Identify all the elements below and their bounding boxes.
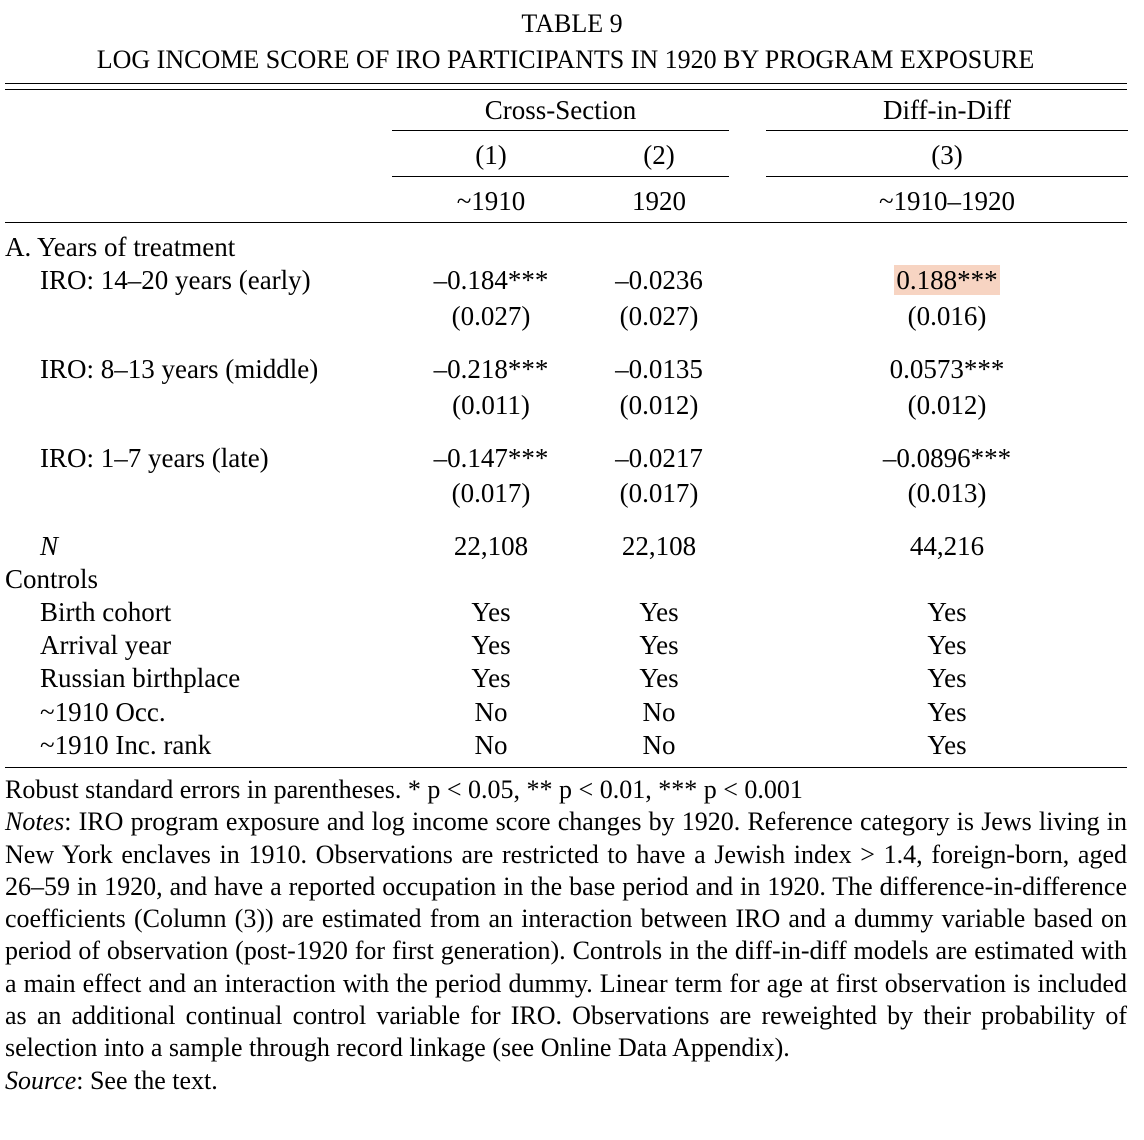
n-label: N (40, 531, 59, 561)
highlighted-coef-early-col3: 0.188*** (896, 265, 998, 295)
se-early-col1: (0.027) (451, 301, 531, 331)
coef-middle-col2: –0.0135 (615, 354, 703, 384)
row-label-early: IRO: 14–20 years (early) (40, 265, 311, 295)
significance-note: Robust standard errors in parentheses. * p < 0.05, ** p < 0.01, *** p < 0.001 (5, 775, 803, 804)
col-number-1: (1) (475, 140, 507, 170)
panel-a-label: A. Years of treatment (5, 232, 236, 262)
row-label-middle: IRO: 8–13 years (middle) (40, 354, 319, 384)
cross-section-rule (392, 130, 729, 131)
col-year-3: ~1910–1920 (878, 186, 1016, 216)
control-russian-birthplace-col3: Yes (927, 663, 967, 693)
table-footnotes (5, 774, 1127, 1097)
coef-late-col2: –0.0217 (615, 443, 703, 473)
control-label-arrival-year: Arrival year (40, 630, 172, 660)
table-number: TABLE 9 (521, 9, 623, 38)
col-year-2: 1920 (632, 186, 686, 216)
n-col2: 22,108 (621, 531, 697, 561)
control-1910-inc-rank-col1: No (474, 730, 508, 760)
se-late-col1: (0.017) (451, 478, 531, 508)
control-arrival-year-col1: Yes (471, 630, 511, 660)
controls-label: Controls (5, 564, 99, 594)
control-label-1910-occ: ~1910 Occ. (40, 697, 166, 727)
control-arrival-year-col2: Yes (639, 630, 679, 660)
se-late-col3: (0.013) (907, 478, 987, 508)
se-middle-col2: (0.012) (619, 390, 699, 420)
group-header-cross-section: Cross-Section (484, 95, 637, 125)
table-bottom-rule (5, 767, 1127, 768)
n-col1: 22,108 (453, 531, 529, 561)
n-col3: 44,216 (909, 531, 985, 561)
notes-paragraph (5, 806, 1127, 1064)
control-1910-occ-col1: No (474, 697, 508, 727)
group-header-diff-in-diff: Diff-in-Diff (883, 95, 1011, 125)
se-late-col2: (0.017) (619, 478, 699, 508)
top-rule-1 (5, 83, 1127, 84)
col-number-rule-right (766, 176, 1128, 177)
control-birth-cohort-col3: Yes (927, 597, 967, 627)
control-1910-inc-rank-col2: No (642, 730, 676, 760)
control-1910-occ-col2: No (642, 697, 676, 727)
control-label-1910-inc-rank: ~1910 Inc. rank (40, 730, 212, 760)
header-bottom-rule (5, 222, 1127, 223)
control-birth-cohort-col2: Yes (639, 597, 679, 627)
notes-text: : IRO program exposure and log income score changes by 1920. Reference category is Jews living in New York enclaves in 1910. Observations are restricted to have a Jewish index > 1.4, foreign-born, aged 26–59 in 1920, and have a reported occupation in the base period and in 1920. The difference-in-difference coefficients (Column (3)) are estimated from an interaction between IRO and a dummy variable based on period of observation (post-1920 for first generation). Controls in the diff-in-diff models are estimated with a main effect and an interaction with the period dummy. Linear term for age at first observation is included as an additional continual control variable for IRO. Observations are reweighted by their probability of selection into a sample through record linkage (see Online Data Appendix). (5, 807, 1127, 1063)
control-1910-inc-rank-col3: Yes (927, 730, 967, 760)
col-number-3: (3) (931, 140, 963, 170)
control-label-russian-birthplace: Russian birthplace (40, 663, 241, 693)
se-early-col3: (0.016) (907, 301, 987, 331)
coef-early-col2: –0.0236 (615, 265, 703, 295)
control-arrival-year-col3: Yes (927, 630, 967, 660)
table-title: LOG INCOME SCORE OF IRO PARTICIPANTS IN 1920 BY PROGRAM EXPOSURE (96, 45, 1035, 74)
coef-middle-col3: 0.0573*** (889, 354, 1005, 384)
control-russian-birthplace-col2: Yes (639, 663, 679, 693)
coef-late-col1: –0.147*** (433, 443, 549, 473)
control-birth-cohort-col1: Yes (471, 597, 511, 627)
notes-label: Notes (5, 807, 65, 837)
coef-early-col1: –0.184*** (433, 265, 549, 295)
control-1910-occ-col3: Yes (927, 697, 967, 727)
coef-middle-col1: –0.218*** (433, 354, 549, 384)
source-label: Source (5, 1065, 77, 1095)
coef-early-col3-cell (769, 264, 1125, 296)
col-number-2: (2) (643, 140, 675, 170)
source-paragraph (5, 1065, 1127, 1097)
se-early-col2: (0.027) (619, 301, 699, 331)
diff-in-diff-rule (766, 130, 1128, 131)
col-number-rule-left (392, 176, 729, 177)
row-label-late: IRO: 1–7 years (late) (40, 443, 269, 473)
control-label-birth-cohort: Birth cohort (40, 597, 172, 627)
coef-late-col3: –0.0896*** (882, 443, 1012, 473)
top-rule-2 (5, 89, 1127, 90)
source-text: : See the text. (76, 1065, 218, 1095)
se-middle-col3: (0.012) (907, 390, 987, 420)
col-year-1: ~1910 (456, 186, 526, 216)
control-russian-birthplace-col1: Yes (471, 663, 511, 693)
se-middle-col1: (0.011) (452, 390, 530, 420)
